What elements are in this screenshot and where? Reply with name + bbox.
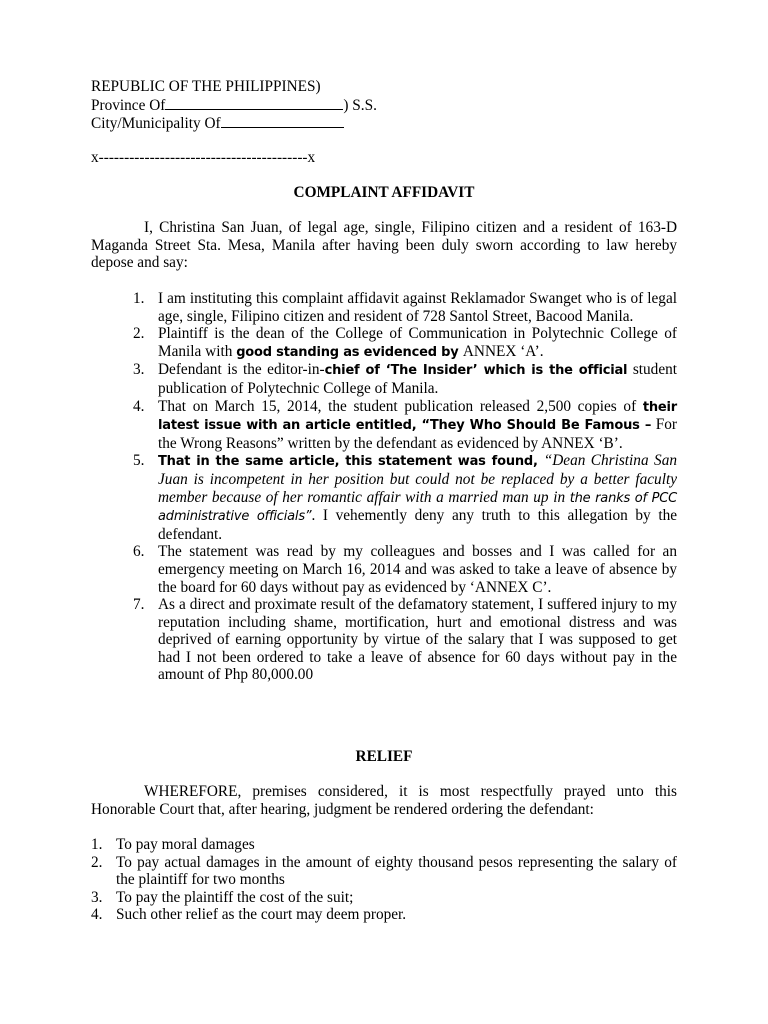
province-suffix: ) S.S. xyxy=(343,97,377,114)
list-item: 4. That on March 15, 2014, the student publication released 2,500 copies of their latest issue with an article entitled, “They Who Should Be Famous – For the Wrong Reasons” written by the defendant as evidenced by ANNEX ‘B’. xyxy=(133,397,677,452)
list-item: 5. That in the same article, this statement was found, “Dean Christina San Juan is incompetent in her position but could not be replaced by a better faculty member because of her romantic affair with a married man up in the ranks of PCC administrative officials”. I vehemently deny any truth to this allegation by the defendant. xyxy=(133,452,678,543)
city-blank xyxy=(221,114,344,128)
list-item: 1. To pay moral damages xyxy=(91,836,255,853)
list-item: 4. Such other relief as the court may deem proper. xyxy=(91,906,407,924)
list-item: 2. Plaintiff is the dean of the College of Communication in Polytechnic College of Manila with good standing as evidenced by ANNEX ‘A’. xyxy=(133,325,677,360)
allegations-list xyxy=(133,290,677,684)
list-item: 2. To pay actual damages in the amount of eighty thousand pesos representing the salary of the plaintiff for two months xyxy=(91,853,677,889)
list-item: 7. As a direct and proximate result of the defamatory statement, I suffered injury to my reputation including shame, mortification, hurt and emotional distress and was deprived of earning opportunity by virtue of the salary that I was supposed to get had I not been ordered to take a leave of absence for 60 days without pay in the amount of Php 80,000.00 xyxy=(133,596,677,684)
province-blank xyxy=(165,96,343,110)
list-item: 3. Defendant is the editor-in-chief of ‘The Insider’ which is the official student publication of Polytechnic College of Manila. xyxy=(133,361,678,397)
province-label: Province Of xyxy=(91,97,166,114)
caption-separator: x-----------------------------------------x xyxy=(91,149,316,166)
intro-paragraph: I, Christina San Juan, of legal age, single, Filipino citizen and a resident of 163-D Maganda Street Sta. Mesa, Manila after having been duly sworn according to law hereby depose and say: xyxy=(91,219,677,272)
list-item: 6. The statement was read by my colleagues and bosses and I was called for an emergency meeting on March 16, 2014 and was asked to take a leave of absence by the board for 60 days without pay as evidenced by ‘ANNEX C’. xyxy=(133,543,677,596)
list-item: 3. To pay the plaintiff the cost of the suit; xyxy=(91,888,354,906)
relief-list xyxy=(91,836,677,924)
document-title: COMPLAINT AFFIDAVIT xyxy=(293,184,475,201)
caption-city xyxy=(91,114,491,133)
relief-intro: WHEREFORE, premises considered, it is most respectfully prayed unto this Honorable Court that, after hearing, judgment be rendered ordering the defendant: xyxy=(91,783,677,818)
caption-republic: REPUBLIC OF THE PHILIPPINES) xyxy=(91,78,321,95)
list-item: 1. I am instituting this complaint affidavit against Reklamador Swanget who is of legal age, single, Filipino citizen and resident of 728 Santol Street, Bacood Manila. xyxy=(133,290,677,325)
caption-province xyxy=(91,96,491,115)
relief-title: RELIEF xyxy=(355,748,413,765)
city-label: City/Municipality Of xyxy=(91,115,221,132)
